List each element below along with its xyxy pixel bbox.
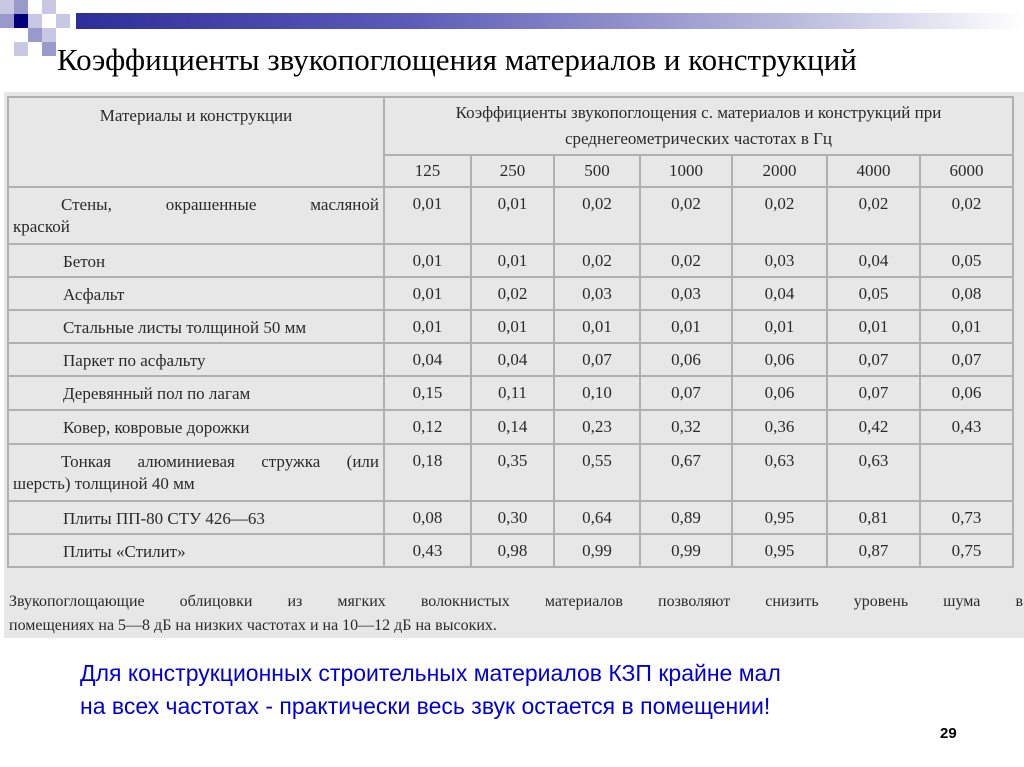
coefficient-cell: 0,43: [384, 534, 471, 567]
header-coef-line1: Коэффициенты звукопоглощения с. материалов и конструкций при: [455, 103, 942, 122]
material-name-text: Стальные листы толщиной 50 мм: [63, 318, 307, 337]
coefficient-cell: 0,01: [920, 310, 1013, 343]
table-row: [8, 244, 1013, 277]
coefficient-cell: 0,01: [471, 244, 554, 277]
coefficient-cell: 0,89: [640, 501, 732, 534]
coefficient-cell: 0,23: [554, 410, 640, 444]
coefficient-cell: 0,07: [827, 376, 920, 410]
decor-square: [28, 14, 42, 28]
coefficient-cell: 0,01: [827, 310, 920, 343]
material-name-text: Плиты ПП-80 СТУ 426—63: [63, 509, 265, 528]
material-name-continuation: шерсть) толщиной 40 мм: [13, 474, 195, 493]
header-coef-line2: среднегеометрических частотах в Гц: [564, 129, 833, 148]
material-name-text: Тонкая алюминиевая стружка (или: [61, 452, 379, 471]
material-name-text: Стены, окрашенные масляной: [61, 195, 379, 214]
coefficient-cell: 0,01: [554, 310, 640, 343]
coefficient-cell: 0,04: [471, 343, 554, 376]
decor-square: [42, 0, 56, 14]
coefficient-cell: 0,98: [471, 534, 554, 567]
table-row: [8, 343, 1013, 376]
coefficient-cell: 0,01: [384, 310, 471, 343]
decor-square: [14, 42, 28, 56]
coefficient-cell: 0,04: [827, 244, 920, 277]
header-frequency: 125: [384, 155, 471, 187]
coefficient-cell: 0,01: [384, 277, 471, 310]
coefficient-cell: 0,06: [732, 376, 827, 410]
table-note-line2: помещениях на 5—8 дБ на низких частотах и на 10—12 дБ на высоких.: [9, 617, 497, 634]
material-name-continuation: краской: [13, 217, 70, 236]
material-name: [8, 376, 384, 410]
header-coefficients: [384, 97, 1013, 155]
coefficient-cell: 0,01: [732, 310, 827, 343]
decor-square: [14, 14, 28, 28]
coefficient-cell: 0,02: [920, 187, 1013, 244]
material-name-text: Деревянный пол по лагам: [63, 384, 251, 403]
coefficient-cell: 0,67: [640, 444, 732, 501]
coefficient-cell: 0,43: [920, 410, 1013, 444]
material-name: [8, 310, 384, 343]
coefficient-cell: 0,73: [920, 501, 1013, 534]
coefficient-cell: 0,14: [471, 410, 554, 444]
decor-square: [28, 28, 42, 42]
decor-square: [42, 42, 56, 56]
decor-square: [42, 28, 56, 42]
material-name-text: Ковер, ковровые дорожки: [63, 418, 250, 437]
coefficient-cell: 0,07: [827, 343, 920, 376]
material-name-text: Асфальт: [63, 285, 125, 304]
table-row: [8, 501, 1013, 534]
coefficient-cell: 0,07: [554, 343, 640, 376]
page-number: 29: [940, 725, 957, 742]
absorption-table: [7, 96, 1014, 568]
decor-square: [14, 0, 28, 14]
coefficient-cell: 0,07: [640, 376, 732, 410]
coefficient-cell: 0,30: [471, 501, 554, 534]
table-row: [8, 187, 1013, 244]
slide-caption: [80, 657, 980, 723]
coefficient-cell: [920, 444, 1013, 501]
material-name-text: Паркет по асфальту: [63, 351, 206, 370]
material-name: [8, 343, 384, 376]
coefficient-cell: 0,06: [920, 376, 1013, 410]
material-name: [8, 444, 384, 501]
header-materials: Материалы и конструкции: [8, 97, 384, 187]
coefficient-cell: 0,02: [827, 187, 920, 244]
coefficient-cell: 0,03: [554, 277, 640, 310]
coefficient-cell: 0,03: [732, 244, 827, 277]
coefficient-cell: 0,01: [384, 187, 471, 244]
caption-line2: на всех частотах - практически весь звук остается в помещении!: [80, 693, 771, 719]
coefficient-cell: 0,95: [732, 534, 827, 567]
decor-square: [0, 14, 14, 28]
coefficient-cell: 0,64: [554, 501, 640, 534]
coefficient-cell: 0,63: [732, 444, 827, 501]
coefficient-cell: 0,03: [640, 277, 732, 310]
coefficient-cell: 0,01: [471, 310, 554, 343]
header-frequency: 2000: [732, 155, 827, 187]
coefficient-cell: 0,01: [471, 187, 554, 244]
coefficient-cell: 0,05: [827, 277, 920, 310]
header-frequency: 250: [471, 155, 554, 187]
coefficient-cell: 0,36: [732, 410, 827, 444]
coefficient-cell: 0,42: [827, 410, 920, 444]
coefficient-cell: 0,99: [640, 534, 732, 567]
table-note-line1: Звукопоглощающие облицовки из мягких волокнистых материалов позволяют снизить уровень шума в: [9, 593, 1023, 610]
table-row: [8, 376, 1013, 410]
coefficient-cell: 0,55: [554, 444, 640, 501]
material-name: [8, 187, 384, 244]
header-frequency: 4000: [827, 155, 920, 187]
material-name-text: Плиты «Стилит»: [63, 542, 186, 561]
coefficient-cell: 0,04: [384, 343, 471, 376]
coefficient-cell: 0,99: [554, 534, 640, 567]
coefficient-cell: 0,01: [640, 310, 732, 343]
coefficient-cell: 0,06: [640, 343, 732, 376]
coefficient-cell: 0,02: [640, 244, 732, 277]
header-frequency: 6000: [920, 155, 1013, 187]
coefficient-cell: 0,08: [384, 501, 471, 534]
table-row: [8, 310, 1013, 343]
table-row: [8, 410, 1013, 444]
coefficient-cell: 0,05: [920, 244, 1013, 277]
coefficient-cell: 0,95: [732, 501, 827, 534]
coefficient-cell: 0,81: [827, 501, 920, 534]
coefficient-cell: 0,02: [554, 187, 640, 244]
coefficient-cell: 0,12: [384, 410, 471, 444]
header-gradient-bar: [76, 13, 1024, 29]
material-name-text: Бетон: [63, 252, 106, 271]
material-name: [8, 244, 384, 277]
header-frequency: 1000: [640, 155, 732, 187]
coefficient-cell: 0,02: [554, 244, 640, 277]
coefficient-cell: 0,87: [827, 534, 920, 567]
caption-line1: Для конструкционных строительных материалов КЗП крайне мал: [80, 660, 781, 686]
coefficient-cell: 0,63: [827, 444, 920, 501]
coefficient-cell: 0,01: [384, 244, 471, 277]
slide-title: Коэффициенты звукопоглощения материалов и конструкций: [57, 42, 857, 77]
coefficient-cell: 0,04: [732, 277, 827, 310]
material-name: [8, 410, 384, 444]
coefficient-cell: 0,75: [920, 534, 1013, 567]
coefficient-cell: 0,15: [384, 376, 471, 410]
coefficient-cell: 0,32: [640, 410, 732, 444]
coefficient-cell: 0,07: [920, 343, 1013, 376]
table-row: [8, 444, 1013, 501]
coefficient-cell: 0,08: [920, 277, 1013, 310]
table-row: [8, 277, 1013, 310]
coefficient-cell: 0,11: [471, 376, 554, 410]
coefficient-cell: 0,02: [732, 187, 827, 244]
coefficient-cell: 0,02: [471, 277, 554, 310]
decor-square: [56, 14, 70, 28]
coefficient-cell: 0,02: [640, 187, 732, 244]
coefficient-cell: 0,18: [384, 444, 471, 501]
table-row: [8, 534, 1013, 567]
coefficient-cell: 0,06: [732, 343, 827, 376]
material-name: [8, 501, 384, 534]
material-name: [8, 534, 384, 567]
coefficient-cell: 0,10: [554, 376, 640, 410]
decor-square: [0, 0, 14, 14]
header-frequency: 500: [554, 155, 640, 187]
material-name: [8, 277, 384, 310]
coefficient-cell: 0,35: [471, 444, 554, 501]
